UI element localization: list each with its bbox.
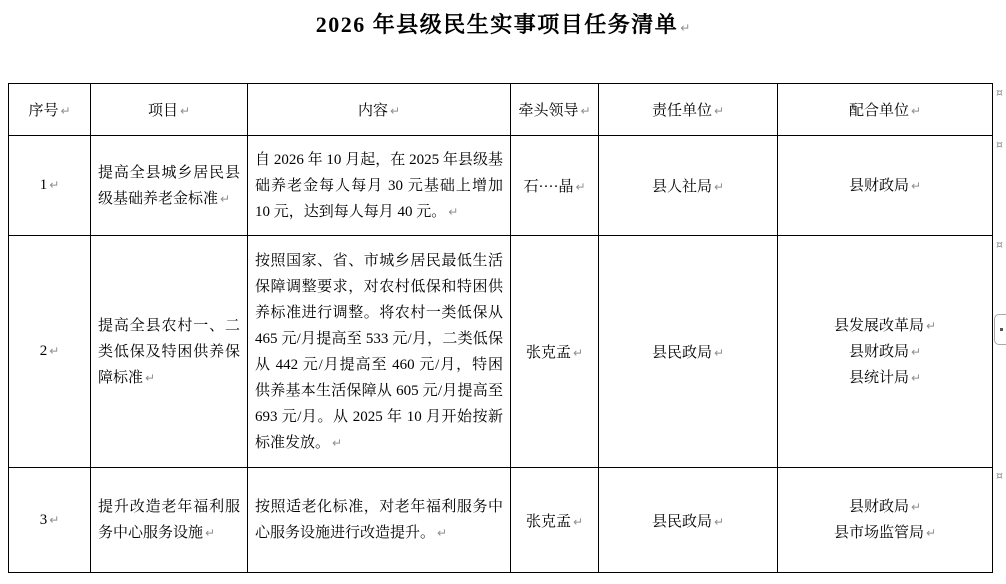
- paragraph-mark: ↵: [49, 512, 60, 527]
- header-cell-responsible[interactable]: [599, 84, 778, 136]
- cooperating-unit: 县财政局: [848, 343, 909, 360]
- paragraph-mark: ↵: [713, 104, 725, 118]
- cell-responsible[interactable]: [599, 468, 778, 573]
- handle-dot-icon: [1000, 328, 1003, 331]
- paragraph-mark: ↵: [145, 370, 156, 385]
- header-cell-index[interactable]: [9, 84, 91, 136]
- table-row: [9, 236, 993, 468]
- row-index: 2: [39, 343, 48, 359]
- header-label: 牵头领导: [518, 103, 579, 119]
- paragraph-mark: ↵: [713, 514, 725, 529]
- cell-project[interactable]: [91, 236, 248, 468]
- paragraph-mark: ↵: [49, 178, 60, 192]
- paragraph-mark: ↵: [680, 21, 691, 35]
- cell-content[interactable]: [248, 468, 511, 573]
- cell-index[interactable]: [9, 136, 91, 236]
- row-end-mark: ¤: [996, 86, 1003, 99]
- paragraph-mark: ↵: [910, 344, 922, 359]
- responsible-unit: 县人社局: [651, 179, 712, 195]
- cooperating-unit: 县统计局: [848, 369, 909, 386]
- cell-leader[interactable]: [511, 236, 599, 468]
- leader-name: 张克孟: [525, 513, 571, 530]
- paragraph-mark: ↵: [910, 500, 922, 514]
- paragraph-mark: ↵: [910, 178, 922, 193]
- cell-responsible[interactable]: [599, 136, 778, 236]
- paragraph-mark: ↵: [49, 344, 60, 358]
- paragraph-mark: ↵: [713, 180, 725, 194]
- table-row: [9, 468, 993, 573]
- paragraph-mark: ↵: [572, 346, 584, 360]
- paragraph-mark: ↵: [572, 514, 584, 529]
- paragraph-mark: ↵: [580, 104, 591, 118]
- content-text: 按照适老化标准，对老年福利服务中心服务设施进行改造提升。: [255, 499, 503, 541]
- cooperating-unit-line: [785, 365, 985, 391]
- header-cell-content[interactable]: [248, 84, 511, 136]
- page-side-handle[interactable]: [994, 314, 1006, 345]
- cell-responsible[interactable]: [599, 236, 778, 468]
- header-label: 序号: [28, 103, 59, 119]
- cooperating-unit-line: [785, 520, 985, 546]
- paragraph-mark: ↵: [205, 526, 216, 540]
- project-text: 提高全县城乡居民县级基础养老金标准: [98, 164, 240, 207]
- cell-cooperating[interactable]: [778, 236, 993, 468]
- cooperating-unit-line: [785, 494, 985, 520]
- paragraph-mark: ↵: [220, 191, 231, 206]
- cell-content[interactable]: [248, 136, 511, 236]
- title-row: [0, 8, 1006, 39]
- paragraph-mark: ↵: [713, 346, 725, 360]
- cell-cooperating[interactable]: [778, 468, 993, 573]
- paragraph-mark: ↵: [910, 104, 922, 118]
- paragraph-mark: ↵: [332, 435, 343, 450]
- paragraph-mark: ↵: [448, 204, 459, 219]
- paragraph-mark: ↵: [925, 526, 937, 540]
- cell-project[interactable]: [91, 136, 248, 236]
- header-cell-project[interactable]: [91, 84, 248, 136]
- project-text: 提升改造老年福利服务中心服务设施: [98, 499, 240, 541]
- paragraph-mark: ↵: [179, 104, 191, 118]
- leader-name: 石····晶: [523, 179, 574, 195]
- cell-cooperating[interactable]: [778, 136, 993, 236]
- row-end-mark: ¤: [996, 138, 1003, 151]
- header-label: 责任单位: [651, 103, 712, 119]
- paragraph-mark: ↵: [575, 180, 586, 194]
- leader-name: 张克孟: [525, 345, 571, 361]
- responsible-unit: 县民政局: [651, 345, 712, 361]
- cell-content[interactable]: [248, 236, 511, 468]
- row-end-mark: ¤: [996, 469, 1003, 482]
- cell-leader[interactable]: [511, 468, 599, 573]
- document-title[interactable]: 2026 年县级民生实事项目任务清单: [315, 12, 679, 37]
- cell-index[interactable]: [9, 468, 91, 573]
- row-index: 3: [39, 511, 48, 528]
- cooperating-unit: 县发展改革局: [833, 317, 924, 334]
- paragraph-mark: ↵: [389, 104, 401, 118]
- row-index: 1: [39, 177, 48, 193]
- paragraph-mark: ↵: [437, 526, 448, 540]
- header-cell-leader[interactable]: [511, 84, 599, 136]
- table-header-row: [9, 84, 993, 136]
- paragraph-mark: ↵: [910, 370, 922, 385]
- cell-project[interactable]: [91, 468, 248, 573]
- header-cell-cooperating[interactable]: [778, 84, 993, 136]
- header-label: 项目: [147, 103, 178, 119]
- cooperating-unit-line: [785, 173, 985, 199]
- project-text: 提高全县农村一、二类低保及特困供养保障标准: [98, 317, 240, 386]
- table-row: [9, 136, 993, 236]
- cooperating-unit: 县市场监管局: [833, 525, 924, 541]
- paragraph-mark: ↵: [925, 318, 937, 333]
- row-end-mark: ¤: [996, 238, 1003, 251]
- cell-index[interactable]: [9, 236, 91, 468]
- cell-leader[interactable]: [511, 136, 599, 236]
- cooperating-unit-line: [785, 313, 985, 339]
- paragraph-mark: ↵: [60, 104, 71, 118]
- cooperating-unit-line: [785, 339, 985, 365]
- task-table: [8, 83, 993, 573]
- header-label: 配合单位: [848, 103, 909, 119]
- responsible-unit: 县民政局: [651, 513, 712, 530]
- header-label: 内容: [357, 103, 388, 119]
- cooperating-unit: 县财政局: [848, 499, 909, 515]
- content-text: 按照国家、省、市城乡居民最低生活保障调整要求，对农村低保和特困供养标准进行调整。将农村一类低保从 465 元/月提高至 533 元/月，二类低保从 442 元/月提高至 460 元/月，特困供养基本生活保障从 605 元/月提高至 693 元/月。从 2025 年 10 月开始按新标准发放。: [255, 252, 503, 451]
- cooperating-unit: 县财政局: [848, 177, 909, 194]
- content-text: 自 2026 年 10 月起，在 2025 年县级基础养老金每人每月 30 元基础上增加 10 元，达到每人每月 40 元。: [255, 151, 503, 220]
